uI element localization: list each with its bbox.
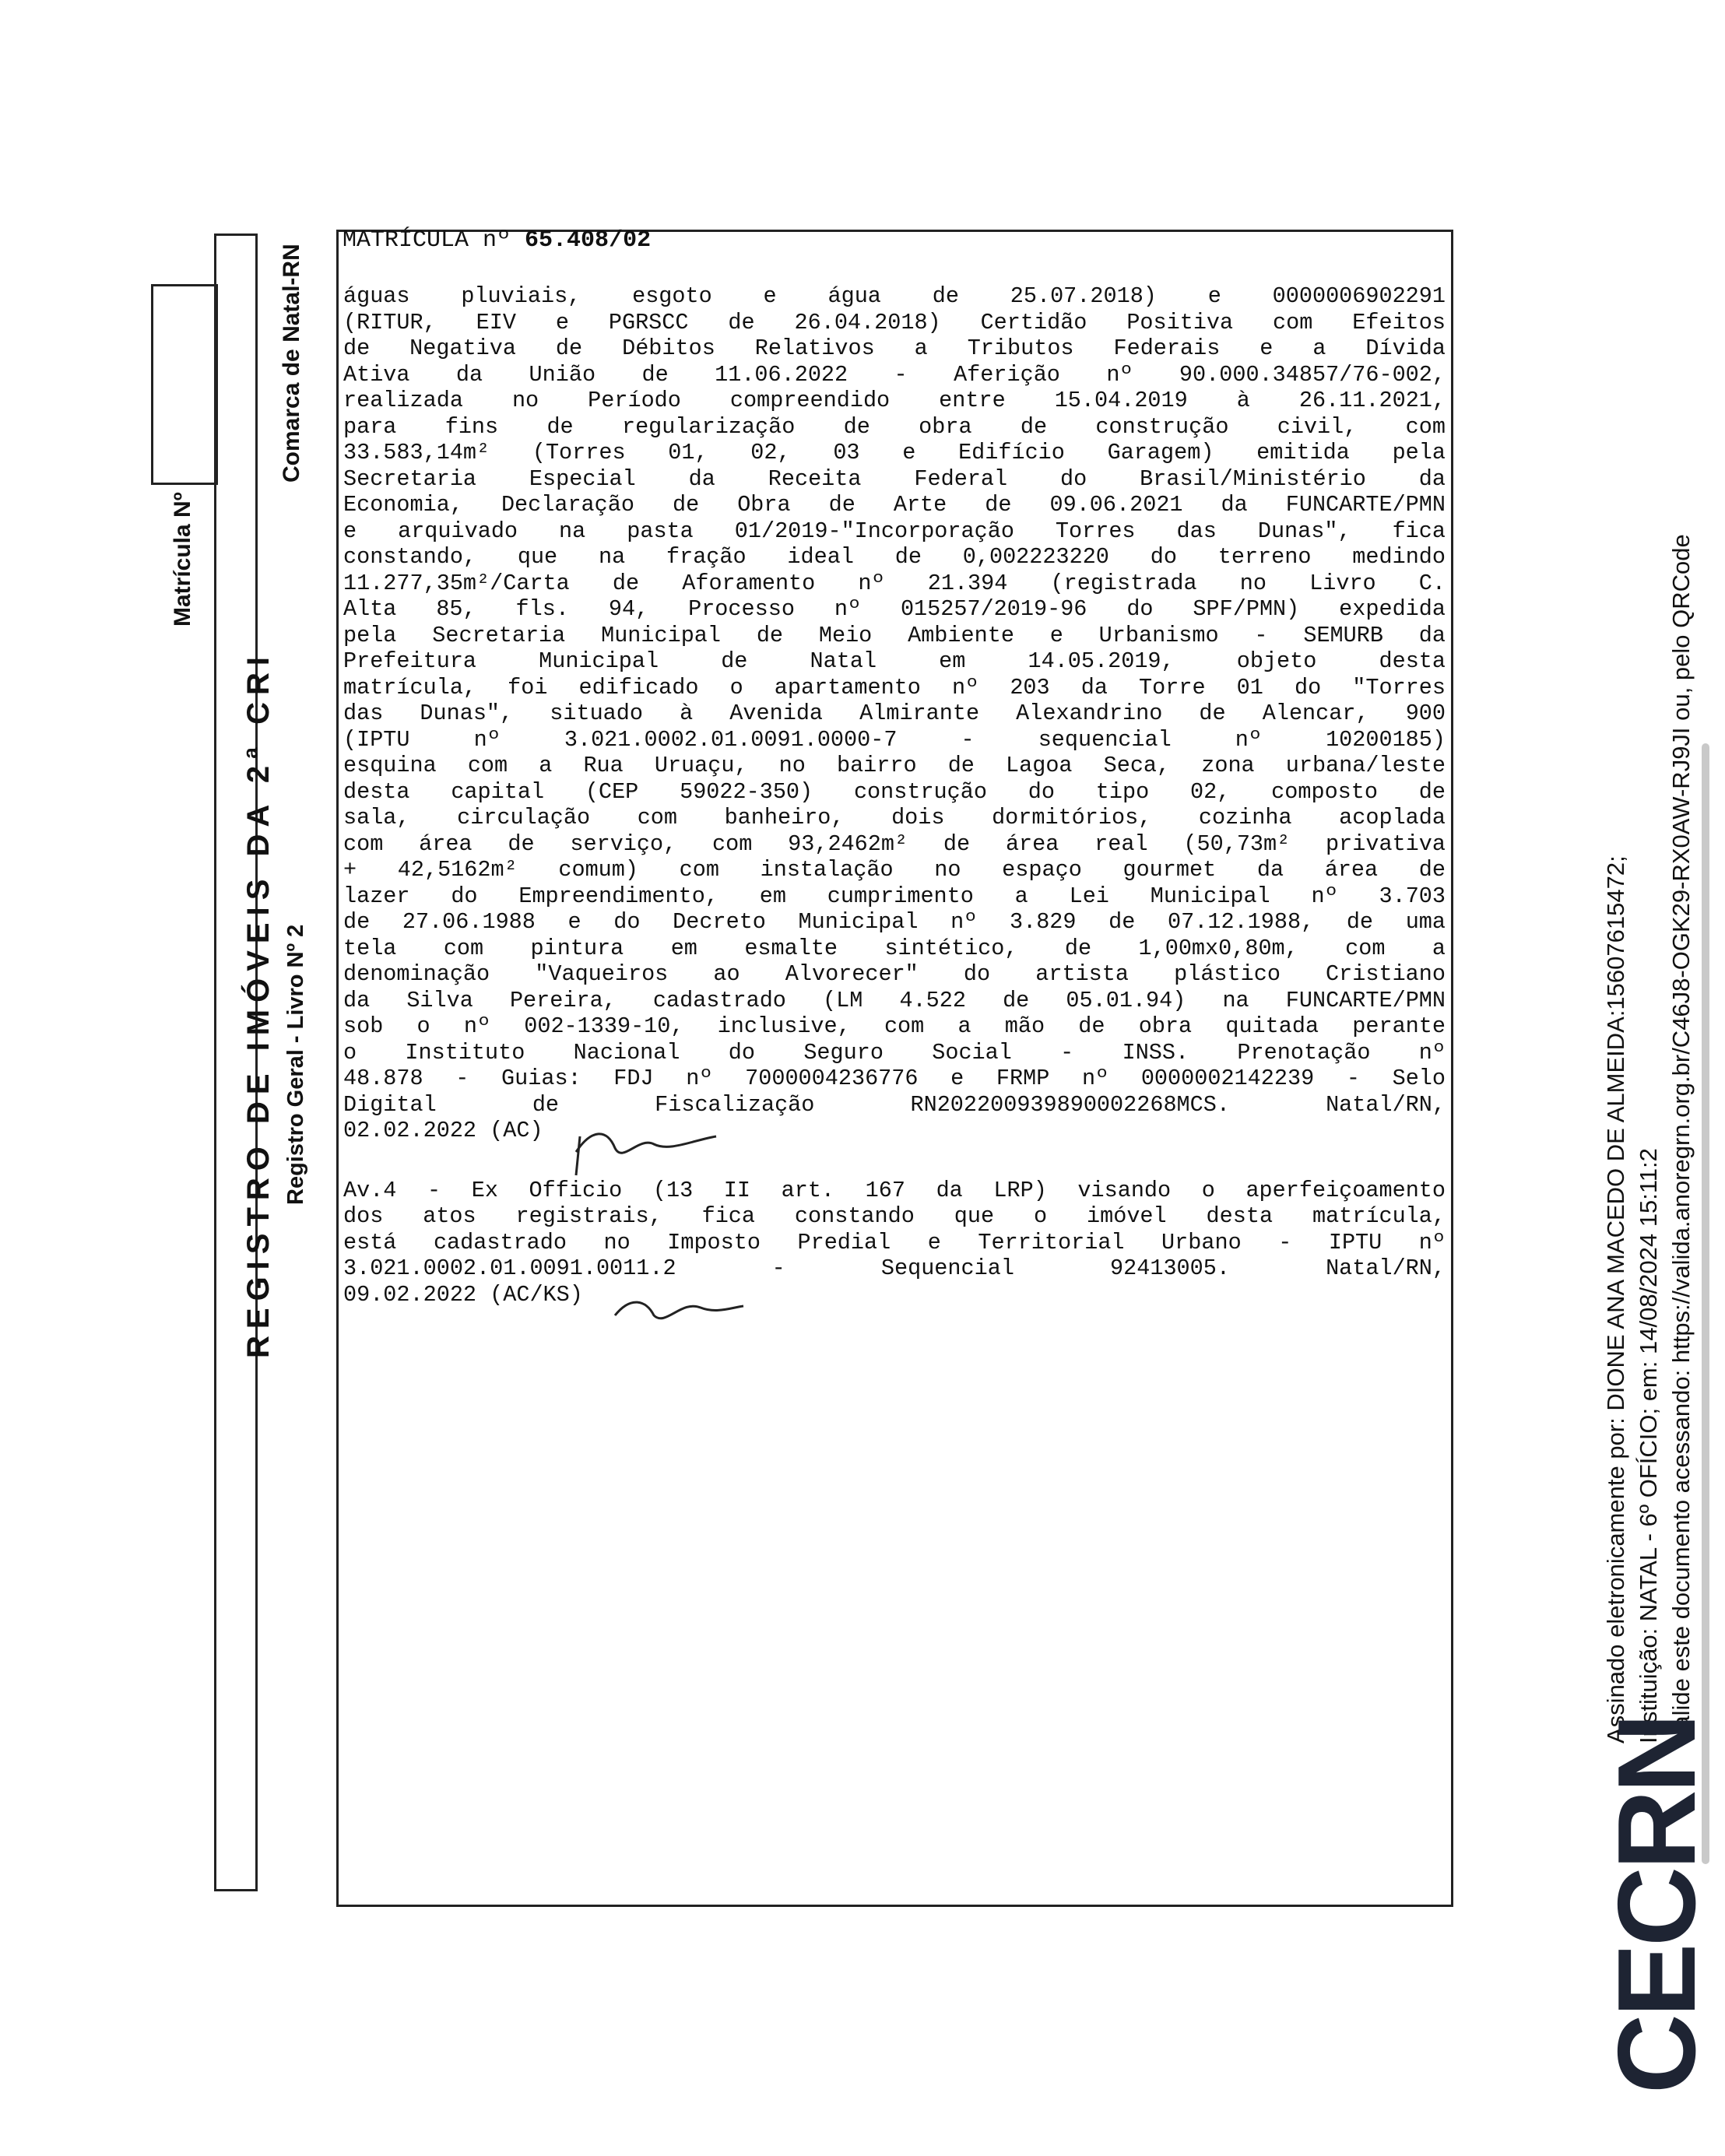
body-line: 11.277,35m²/Carta de Aforamento nº 21.394 (registrada no Livro C. [343, 570, 1446, 596]
matricula-header [343, 227, 651, 254]
body-line: Alta 85, fls. 94, Processo nº 015257/2019-96 do SPF/PMN) expedida [343, 596, 1446, 622]
document-body [343, 283, 1446, 1308]
comarca-label: Comarca de Natal-RN [279, 244, 304, 483]
body-line: tela com pintura em esmalte sintético, de 1,00mx0,80m, com a [343, 935, 1446, 961]
body-line: Secretaria Especial da Receita Federal do Brasil/Ministério da [343, 465, 1446, 492]
body-line: Ativa da União de 11.06.2022 - Aferição nº 90.000.34857/76-002, [343, 361, 1446, 388]
body-line: e arquivado na pasta 01/2019-"Incorporação Torres das Dunas", fica [343, 518, 1446, 544]
body-line: sob o nº 002-1339-10, inclusive, com a mão de obra quitada perante [343, 1013, 1446, 1039]
body-line: com área de serviço, com 93,2462m² de área real (50,73m² privativa [343, 830, 1446, 857]
body-line: Economia, Declaração de Obra de Arte de 09.06.2021 da FUNCARTE/PMN [343, 492, 1446, 518]
body-line: de Negativa de Débitos Relativos a Tributos Federais e a Dívida [343, 335, 1446, 361]
body-line: esquina com a Rua Uruaçu, no bairro de Lagoa Seca, zona urbana/leste [343, 753, 1446, 778]
page-scrollbar[interactable] [1702, 743, 1709, 1864]
esign-signer: Assinado eletronicamente por: DIONE ANA MACEDO DE ALMEIDA:15607615472; [1602, 855, 1629, 1743]
body-line: denominação "Vaqueiros ao Alvorecer" do artista plástico Cristiano [343, 961, 1446, 987]
body-line: o Instituto Nacional do Seguro Social - INSS. Prenotação nº [343, 1039, 1446, 1066]
av4-line: está cadastrado no Imposto Predial e Territorial Urbano - IPTU nº [343, 1229, 1446, 1255]
esign-validation: Valide este documento acessando: https://valida.anoregrn.org.br/C46J8-OGK29-RX0AW-RJ9JI ou, pelo QRCode [1667, 534, 1695, 1743]
body-line: pela Secretaria Municipal de Meio Ambiente e Urbanismo - SEMURB da [343, 622, 1446, 648]
matricula-label: Matrícula Nº [170, 492, 195, 627]
body-line: realizada no Período compreendido entre 15.04.2019 à 26.11.2021, [343, 388, 1446, 413]
body-line: para fins de regularização de obra de construção civil, com [343, 413, 1446, 440]
body-line: 33.583,14m² (Torres 01, 02, 03 e Edifício Garagem) emitida pela [343, 440, 1446, 465]
av4-line: Av.4 - Ex Officio (13 II art. 167 da LRP) visando o aperfeiçoamento [343, 1177, 1446, 1203]
body-line: constando, que na fração ideal de 0,002223220 do terreno medindo [343, 544, 1446, 570]
body-line: (RITUR, EIV e PGRSCC de 26.04.2018) Certidão Positiva com Efeitos [343, 309, 1446, 335]
av4-line: 3.021.0002.01.0091.0011.2 - Sequencial 92413005. Natal/RN, [343, 1255, 1446, 1281]
av4-line: 09.02.2022 (AC/KS) [343, 1281, 583, 1308]
matricula-header-label: MATRÍCULA nº [343, 227, 525, 254]
body-line: da Silva Pereira, cadastrado (LM 4.522 de 05.01.94) na FUNCARTE/PMN [343, 987, 1446, 1013]
body-line: águas pluviais, esgoto e água de 25.07.2018) e 0000006902291 [343, 283, 1446, 309]
esign-institution: Instituição: NATAL - 6º OFÍCIO; em: 14/08/2024 15:11:2 [1635, 1148, 1662, 1743]
body-line: Digital de Fiscalização RN20220093989000226​8MCS. Natal/RN, [343, 1091, 1446, 1118]
body-line: 02.02.2022 (AC) [343, 1118, 543, 1143]
body-line: das Dunas", situado à Avenida Almirante Alexandrino de Alencar, 900 [343, 701, 1446, 726]
body-line: de 27.06.1988 e do Decreto Municipal nº 3.829 de 07.12.1988, de uma [343, 909, 1446, 935]
body-line: + 42,5162m² comum) com instalação no espaço gourmet da área de [343, 857, 1446, 883]
body-line: (IPTU nº 3.021.0002.01.0091.0000-7 - sequencial nº 10200185) [343, 726, 1446, 753]
handwritten-signature [545, 1105, 732, 1183]
body-line: Prefeitura Municipal de Natal em 14.05.2019, objeto desta [343, 648, 1446, 674]
matricula-number-box [151, 284, 218, 485]
matricula-number: 65.408/02 [525, 227, 652, 254]
body-line: matrícula, foi edificado o apartamento nº 203 da Torre 01 do "Torres [343, 674, 1446, 701]
body-line: desta capital (CEP 59022-350) construção do tipo 02, composto de [343, 778, 1446, 805]
body-line: 48.878 - Guias: FDJ nº 7000004236776 e FRMP nº 0000002142239 - Selo [343, 1066, 1446, 1091]
cecrn-logo: CECRN [1595, 1716, 1719, 2094]
registro-geral-label: Registro Geral - Livro Nº 2 [283, 924, 308, 1205]
body-line: lazer do Empreendimento, em cumprimento a Lei Municipal nº 3.703 [343, 883, 1446, 909]
registro-title: REGISTRO DE IMÓVEIS DA 2ª CRI [241, 650, 276, 1358]
av4-line: dos atos registrais, fica constando que o imóvel desta matrícula, [343, 1203, 1446, 1229]
handwritten-signature [607, 1284, 747, 1331]
body-line: sala, circulação com banheiro, dois dormitórios, cozinha acoplada [343, 805, 1446, 830]
